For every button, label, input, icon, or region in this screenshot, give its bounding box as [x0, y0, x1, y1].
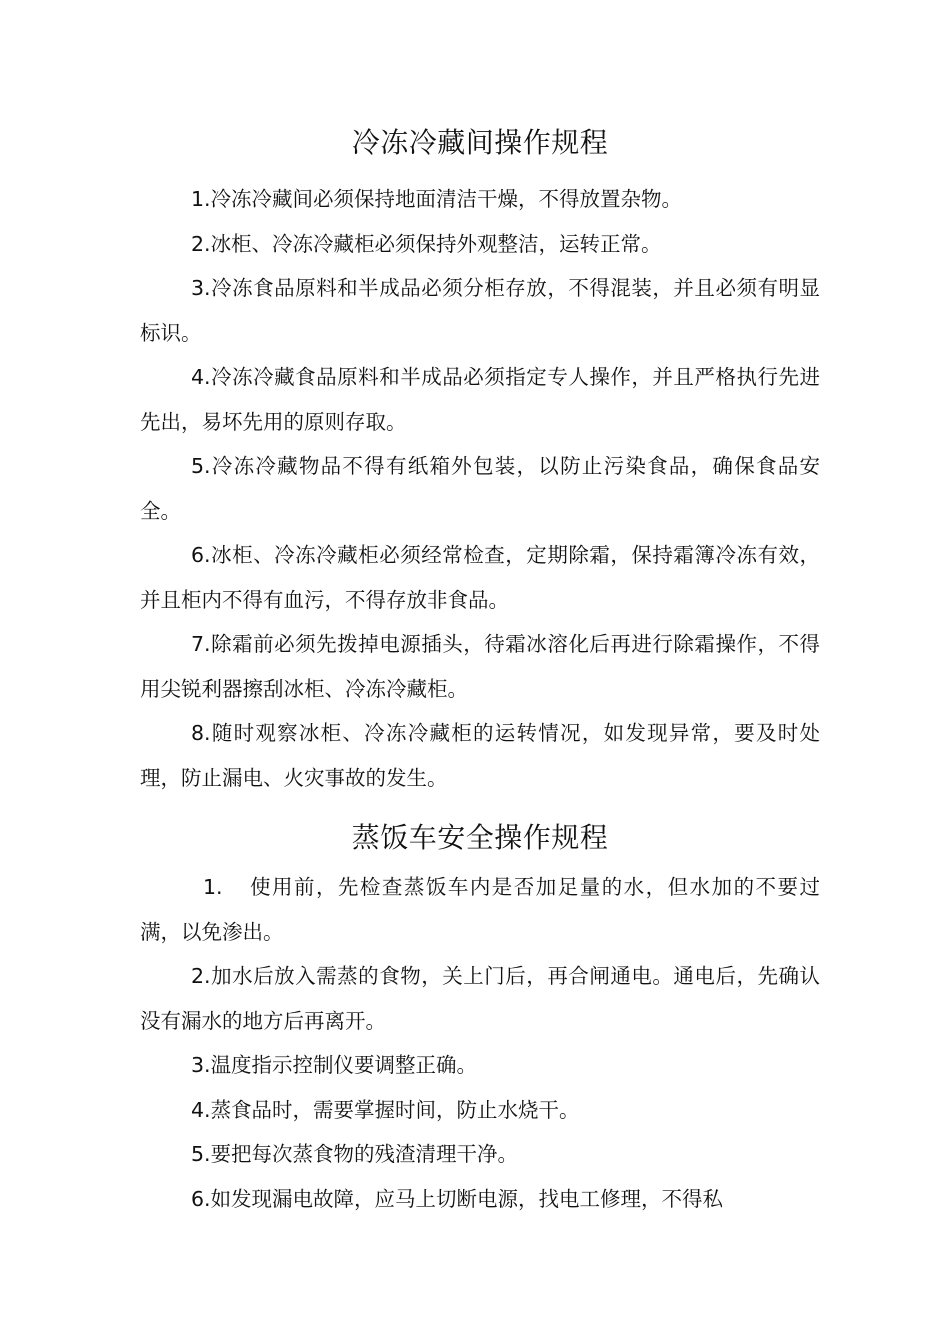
rule-number: 2.	[191, 964, 211, 988]
rule-item	[140, 622, 820, 711]
rule-item	[140, 533, 820, 622]
rule-text: 使用前，先检查蒸饭车内是否加足量的水，但水加的不要过满，以免渗出。	[140, 875, 820, 944]
rule-number: 5.	[191, 1142, 211, 1166]
rule-number: 3.	[191, 1053, 211, 1077]
rule-text: 随时观察冰柜、冷冻冷藏柜的运转情况，如发现异常，要及时处理，防止漏电、火灾事故的发生。	[140, 721, 820, 790]
rule-number: 6.	[191, 543, 211, 567]
rule-item	[140, 355, 820, 444]
rule-text: 冰柜、冷冻冷藏柜必须保持外观整洁，运转正常。	[210, 231, 662, 256]
rule-text: 蒸食品时，需要掌握时间，防止水烧干。	[210, 1097, 580, 1122]
rule-text: 冷冻冷藏物品不得有纸箱外包装，以防止污染食品，确保食品安全。	[140, 454, 820, 523]
rule-item	[140, 266, 820, 355]
rule-text: 冷冻食品原料和半成品必须分柜存放，不得混装，并且必须有明显标识。	[140, 276, 820, 345]
rule-item	[140, 711, 820, 800]
rule-number: 7.	[191, 632, 211, 656]
section-title: 蒸饭车安全操作规程	[351, 821, 609, 854]
rule-item	[140, 1088, 820, 1133]
rule-number: 4.	[191, 365, 211, 389]
rule-item	[140, 222, 820, 267]
rule-text: 加水后放入需蒸的食物，关上门后，再合闸通电。通电后，先确认没有漏水的地方后再离开。	[140, 964, 820, 1033]
rule-number: 4.	[191, 1097, 211, 1122]
rule-text: 温度指示控制仪要调整正确。	[210, 1053, 478, 1077]
rule-number: 5.	[191, 454, 211, 478]
rule-text: 除霜前必须先拨掉电源插头，待霜冰溶化后再进行除霜操作，不得用尖锐利器擦刮冰柜、冷冻冷藏柜。	[140, 632, 820, 701]
rule-text: 冷冻冷藏食品原料和半成品必须指定专人操作，并且严格执行先进先出，易坏先用的原则存取。	[140, 365, 820, 434]
rule-text: 如发现漏电故障，应马上切断电源，找电工修理，不得私	[210, 1186, 724, 1211]
rule-list	[140, 177, 820, 800]
rule-number: 6.	[191, 1186, 211, 1211]
section-freezer-rules	[140, 118, 820, 800]
rule-text: 冰柜、冷冻冷藏柜必须经常检查，定期除霜，保持霜簿冷冻有效，并且柜内不得有血污，不得存放非食品。	[140, 543, 820, 612]
rule-number: 1.	[203, 875, 223, 899]
rule-number: 2.	[191, 231, 211, 256]
rule-item	[140, 1043, 820, 1088]
rule-item	[140, 1132, 820, 1177]
rule-number: 1.	[191, 187, 211, 211]
section-title: 冷冻冷藏间操作规程	[351, 126, 609, 159]
rule-list	[140, 865, 820, 1221]
rule-number: 3.	[191, 276, 211, 300]
rule-item	[140, 1177, 820, 1222]
rule-number: 8.	[191, 721, 211, 745]
rule-item	[140, 177, 820, 222]
section-steamer-rules	[140, 813, 820, 1221]
rule-text: 冷冻冷藏间必须保持地面清洁干燥，不得放置杂物。	[210, 187, 683, 211]
rule-item	[140, 444, 820, 533]
rule-item	[140, 954, 820, 1043]
rule-text: 要把每次蒸食物的残渣清理干净。	[210, 1142, 519, 1166]
rule-item	[140, 865, 820, 954]
